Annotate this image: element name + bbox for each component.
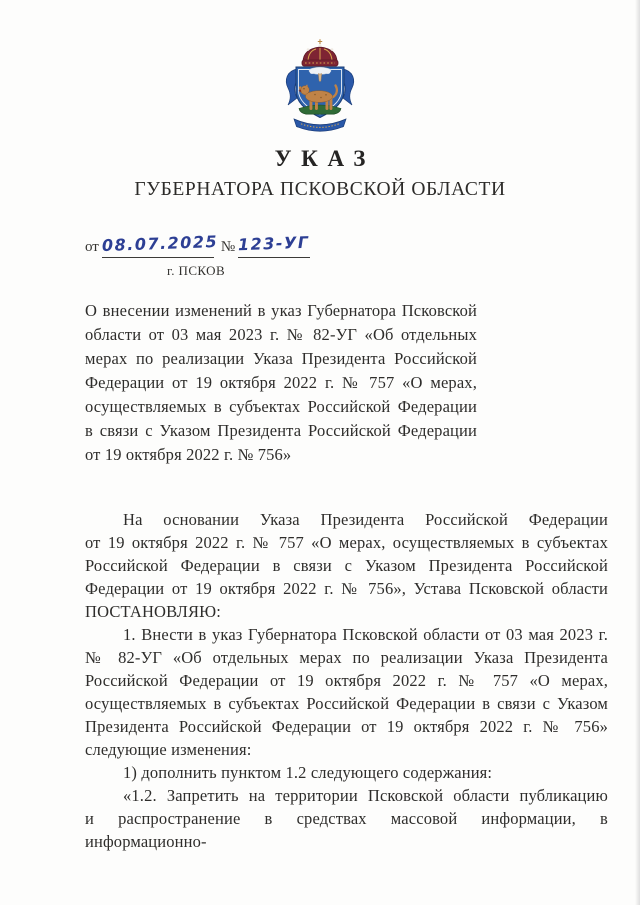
body-line: Президента Российской Федерации от 19 октября 2022 г. № 756» (85, 717, 608, 736)
body-line: 1. Внести в указ Губернатора Псковской области от 03 мая 2023 г. (123, 625, 608, 644)
body-line-resolution-word: ПОСТАНОВЛЯЮ: (85, 602, 221, 621)
subject-line: осуществляемых в субъектах Российской Федерации (85, 397, 477, 416)
motto-ribbon (294, 119, 346, 131)
subject-line: от 19 октября 2022 г. № 756» (85, 445, 292, 464)
cloud-puff (310, 69, 315, 74)
body-line: «1.2. Запретить на территории Псковской области публикацию (123, 786, 608, 805)
leopard-spot (325, 94, 327, 96)
crown-cross (318, 39, 322, 44)
body-line: осуществляемых в субъектах Российской Федерации в связи с Указом (85, 694, 608, 713)
handwritten-date: 08.07.2025 (101, 231, 219, 256)
body-line: Федерации от 19 октября 2022 г. № 756», Устава Псковской области (85, 579, 608, 598)
crown-pearl (331, 48, 334, 51)
subject-line: Федерации от 19 октября 2022 г. № 757 «О мерах, (85, 373, 477, 392)
number-sign-label: № (220, 239, 236, 255)
subject-line: О внесении изменений в указ Губернатора Псковской (85, 301, 477, 320)
subject-line: области от 03 мая 2023 г. № 82-УГ «Об отдельных (85, 325, 477, 344)
body-line: № 82-УГ «Об отдельных мерах по реализации Указа Президента (85, 648, 608, 667)
document-type-title: УКАЗ (274, 146, 376, 171)
issuing-authority-title: ГУБЕРНАТОРА ПСКОВСКОЙ ОБЛАСТИ (134, 179, 506, 200)
body-line: На основании Указа Президента Российской Федерации (123, 510, 608, 529)
place-line: г. ПСКОВ (166, 263, 226, 278)
leopard-spot (320, 97, 322, 99)
subject-line: мерах по реализации Указа Президента Российской (85, 349, 477, 368)
leopard-spot (314, 94, 316, 96)
body-line: Российской Федерации от 19 октября 2022 г. № 757 «О мерах, (85, 671, 608, 690)
date-prefix-label: от (85, 239, 99, 255)
document-subject (85, 299, 477, 467)
document-body (85, 508, 608, 853)
scan-edge-shadow (635, 0, 640, 905)
number-field (237, 232, 311, 258)
crown-pearl (307, 48, 310, 51)
body-line: Российской Федерации в связи с Указом Президента Российской (85, 556, 608, 575)
body-line: 1) дополнить пунктом 1.2 следующего содержания: (123, 763, 493, 782)
date-number-line (85, 231, 311, 260)
subject-line: в связи с Указом Президента Российской Федерации (85, 421, 477, 440)
ribbon-right (343, 69, 354, 105)
cloud-puff (326, 69, 331, 74)
handwritten-number: 123-УГ (237, 232, 311, 255)
crown-pearl (319, 44, 322, 47)
ribbon-left (286, 69, 297, 105)
pskov-coat-of-arms (282, 36, 358, 132)
leopard-head (301, 86, 310, 95)
leopard-eye (303, 88, 304, 89)
body-line: следующие изменения: (85, 740, 252, 759)
leopard-body (306, 91, 333, 103)
body-line: от 19 октября 2022 г. № 757 «О мерах, осуществляемых в субъектах (85, 533, 608, 552)
date-field (101, 231, 219, 258)
body-line: и распространение в средствах массовой информации, в информационно- (85, 809, 608, 851)
